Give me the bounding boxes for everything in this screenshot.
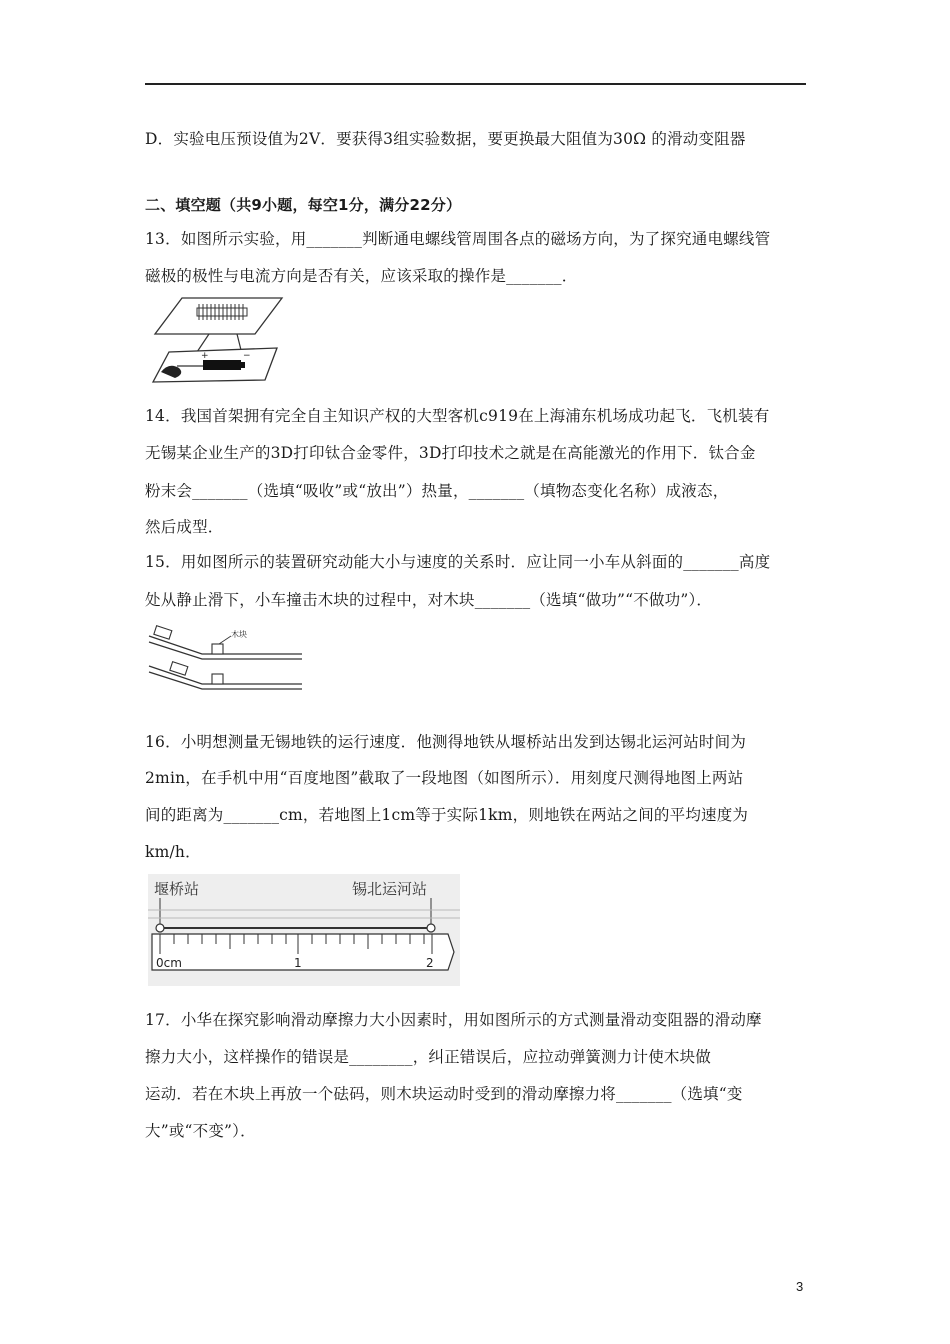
ruler-2-label: 2 [426,956,434,970]
q16-line-3: 间的距离为_______cm，若地图上1cm等于实际1km，则地铁在两站之间的平均速度为 [145,806,749,824]
section-title: 二、填空题（共9小题，每空1分，满分22分） [145,196,462,214]
q17-line-4: 大”或“不变”）． [145,1122,256,1140]
q13-line-2: 磁极的极性与电流方向是否有关，应该采取的操作是_______． [145,267,578,285]
q14-line-3: 粉末会_______（选填“吸收”或“放出”）热量，_______（填物态变化名称）成液态， [145,482,729,500]
q13-line-1: 13．如图所示实验，用_______判断通电螺线管周围各点的磁场方向，为了探究通电螺线管 [145,230,771,248]
q16-map-ruler-figure [148,874,460,986]
q15-line-1: 15．用如图所示的装置研究动能大小与速度的关系时．应让同一小车从斜面的_______高度 [145,553,771,571]
q17-line-2: 擦力大小，这样操作的错误是________，纠正错误后，应拉动弹簧测力计使木块做 [145,1048,712,1066]
q16-line-1: 16．小明想测量无锡地铁的运行速度．他测得地铁从堰桥站出发到达锡北运河站时间为 [145,733,747,751]
page-number: 3 [796,1279,804,1294]
q17-line-3: 运动．若在木块上再放一个砝码，则木块运动时受到的滑动摩擦力将_______（选填“变 [145,1085,743,1103]
ruler-1-label: 1 [294,956,302,970]
q16-line-4: km/h． [145,843,201,861]
option-d: D．实验电压预设值为2V．要获得3组实验数据，要更换最大阻值为30Ω 的滑动变阻器 [145,130,746,148]
q13-solenoid-figure [147,294,287,386]
q16-line-2: 2min，在手机中用“百度地图”截取了一段地图（如图所示）．用刻度尺测得地图上两站 [145,769,744,787]
station-right-label: 锡北运河站 [352,880,428,898]
station-left-label: 堰桥站 [154,880,200,898]
q14-line-1: 14．我国首架拥有完全自主知识产权的大型客机c919在上海浦东机场成功起飞．飞机装有 [145,407,770,425]
q15-line-2: 处从静止滑下，小车撞击木块的过程中，对木块_______（选填“做功”“不做功”）． [145,591,713,609]
q17-line-1: 17．小华在探究影响滑动摩擦力大小因素时，用如图所示的方式测量滑动变阻器的滑动摩 [145,1011,762,1029]
q15-block-label: 木块 [231,630,247,639]
svg-text:+: + [201,351,209,361]
ruler-0-label: 0cm [156,956,182,970]
q14-line-2: 无锡某企业生产的3D打印钛合金零件，3D打印技术之就是在高能激光的作用下．钛合金 [145,444,756,462]
q15-incline-figure [147,622,307,694]
svg-text:−: − [243,351,251,361]
header-rule [145,83,806,85]
q14-line-4: 然后成型． [145,518,224,536]
